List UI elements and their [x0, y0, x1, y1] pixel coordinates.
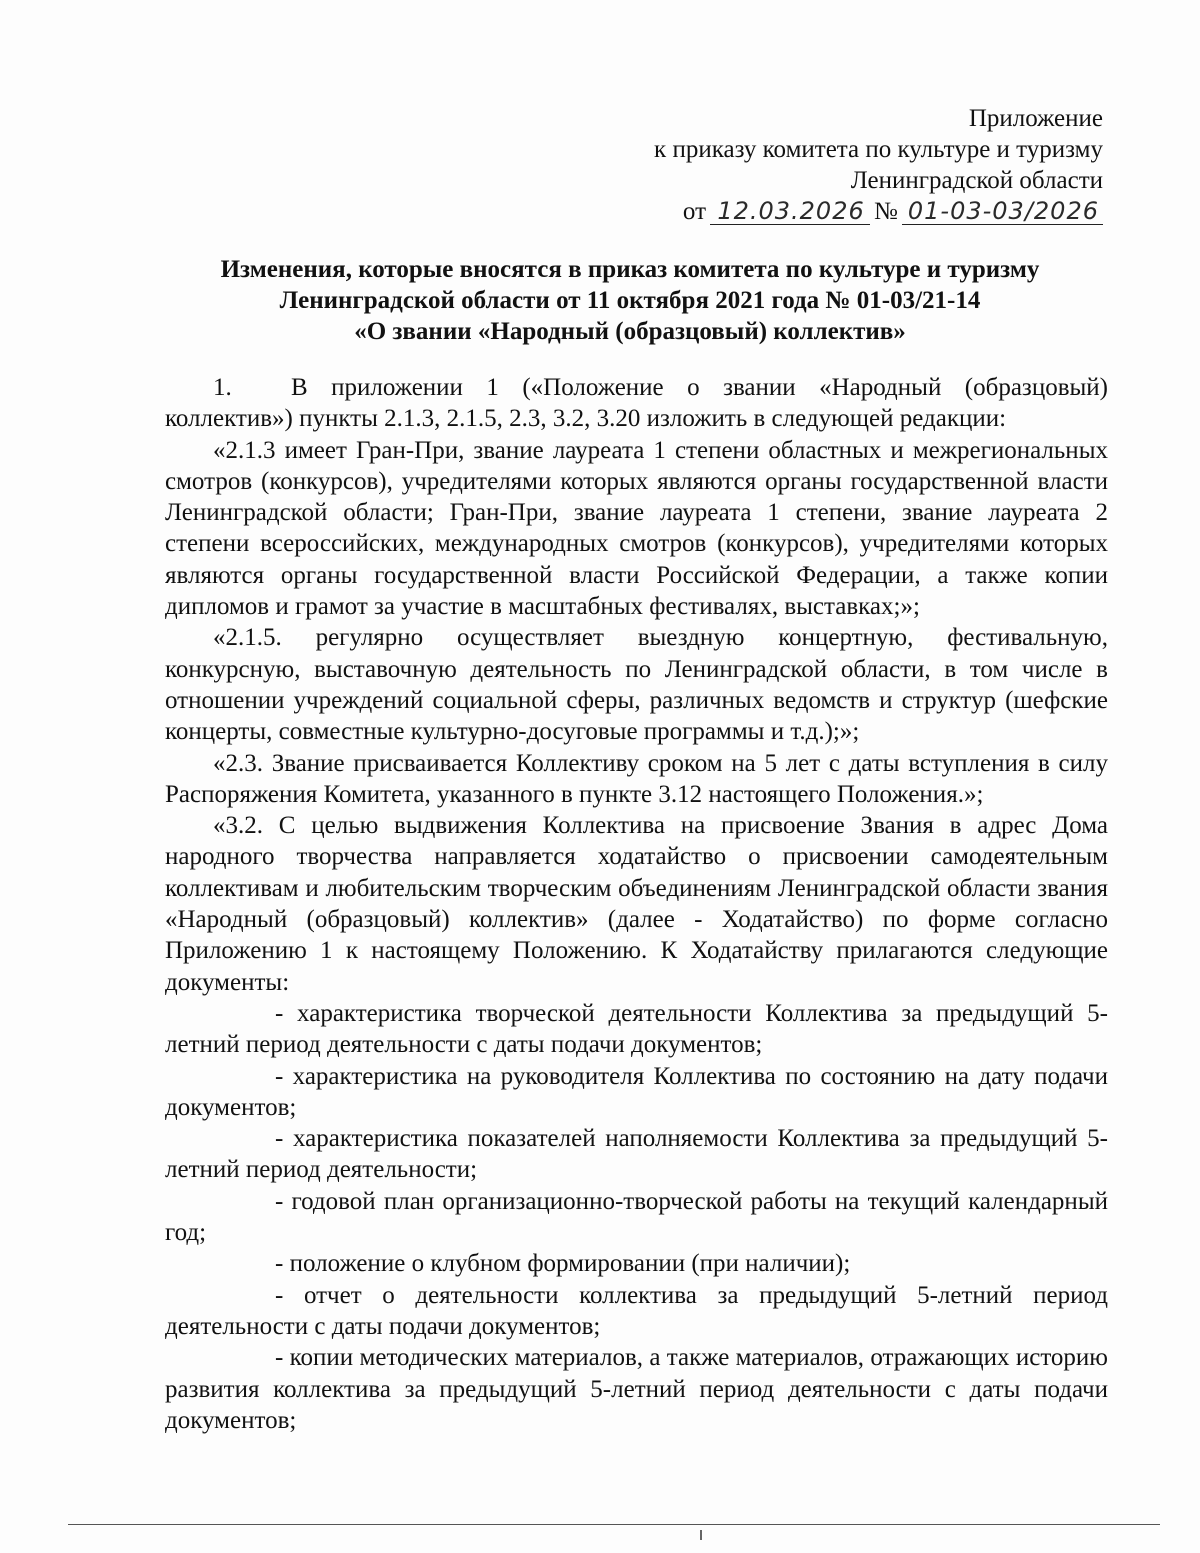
- list-item: - характеристика творческой деятельности Коллектива за предыдущий 5-летний период деятельности с даты подачи документов;: [165, 999, 1108, 1059]
- appendix-label: Приложение: [968, 105, 1103, 132]
- list-item: - характеристика на руководителя Коллектива по состоянию на дату подачи документов;: [165, 1062, 1108, 1121]
- number-prefix: №: [874, 198, 898, 225]
- document-title: [160, 254, 1100, 347]
- appendix-date-number: [654, 196, 1103, 227]
- clause-3-2: «3.2. С целью выдвижения Коллектива на присвоение Звания в адрес Дома народного творчества направляется ходатайство о присвоении самодеятельным коллективам и любительским творческим объединениям Ленинградской области звания «Народный (образцовый) коллектив» (далее - Ходатайство) по форме согласно Приложению 1 к настоящему Положению. К Ходатайству прилагаются следующие документы:: [165, 812, 1108, 996]
- title-line-1: Изменения, которые вносятся в приказ комитета по культуре и туризму: [220, 256, 1040, 283]
- scan-mark: [700, 1530, 702, 1540]
- list-item: - годовой план организационно-творческой работы на текущий календарный год;: [165, 1187, 1108, 1247]
- handwritten-date: 12.03.2026: [710, 198, 870, 225]
- clause-2-3: «2.3. Звание присваивается Коллективу сроком на 5 лет с даты вступления в силу Распоряжения Комитета, указанного в пункте 3.12 настоящего Положения.»;: [165, 749, 1108, 808]
- appendix-region: Ленинградской области: [850, 167, 1103, 194]
- list-item: - отчет о деятельности коллектива за предыдущий 5-летний период деятельности с даты подачи документов;: [165, 1281, 1108, 1340]
- paragraph-1: [165, 372, 1108, 435]
- title-line-3: «О звании «Народный (образцовый) коллектив»: [354, 318, 906, 345]
- appendix-header: [654, 103, 1103, 227]
- paragraph-1-number: 1.: [213, 374, 232, 401]
- appendix-order-ref: к приказу комитета по культуре и туризму: [654, 136, 1103, 163]
- list-item: - положение о клубном формировании (при наличии);: [275, 1250, 851, 1278]
- title-line-2: Ленинградской области от 11 октября 2021 года № 01-03/21-14: [279, 287, 981, 314]
- handwritten-number: 01-03-03/2026: [902, 198, 1103, 225]
- list-item: - характеристика показателей наполняемости Коллектива за предыдущий 5-летний период деятельности;: [165, 1125, 1108, 1184]
- scan-edge-line: [68, 1524, 1160, 1525]
- date-prefix: от: [682, 198, 707, 225]
- paragraph-1-text: В приложении 1 («Положение о звании «Народный (образцовый) коллектив») пункты 2.1.3, 2.1.5, 2.3, 3.2, 3.20 изложить в следующей редакции:: [165, 374, 1108, 433]
- clause-2-1-5: «2.1.5. регулярно осуществляет выездную концертную, фестивальную, конкурсную, выставочную деятельность по Ленинградской области, в том числе в отношении учреждений социальной сферы, различных ведомств и структур (шефские концерты, совместные культурно-досуговые программы и т.д.);»;: [165, 624, 1108, 746]
- document-body: [165, 372, 1108, 1436]
- list-item: - копии методических материалов, а также материалов, отражающих историю развития коллектива за предыдущий 5-летний период деятельности с даты подачи документов;: [165, 1344, 1108, 1434]
- clause-2-1-3: «2.1.3 имеет Гран-При, звание лауреата 1 степени областных и межрегиональных смотров (конкурсов), учредителями которых являются органы государственной власти Ленинградской области; Гран-При, звание лауреата 1 степени, звание лауреата 2 степени всероссийских, международных смотров (конкурсов), учредителями которых являются органы государственной власти Российской Федерации, а также копии дипломов и грамот за участие в масштабных фестивалях, выставках;»;: [165, 436, 1108, 621]
